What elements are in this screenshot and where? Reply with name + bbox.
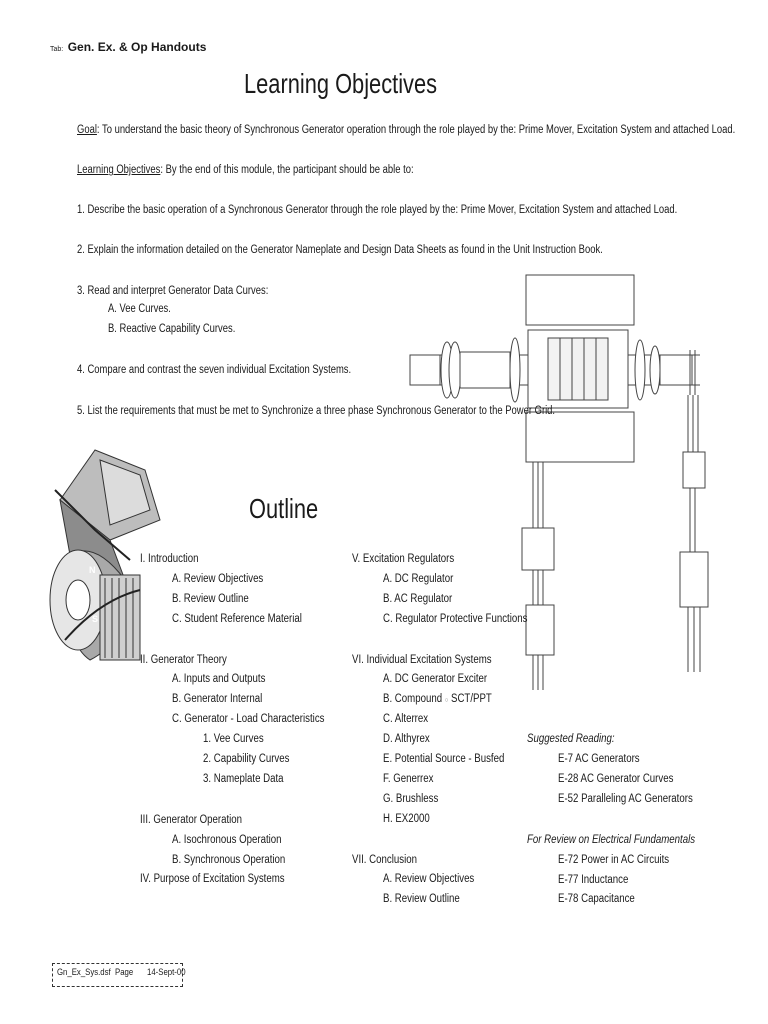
footer-file: Gn_Ex_Sys.dsf	[57, 967, 111, 978]
outline-item: 2. Capability Curves	[203, 753, 290, 765]
outline-title: Outline	[249, 493, 319, 524]
objectives-intro	[77, 164, 414, 176]
reading-item: E-28 AC Generator Curves	[558, 773, 674, 785]
outline-item: A. Inputs and Outputs	[172, 673, 266, 685]
outline-item: C. Regulator Protective Functions	[383, 613, 528, 625]
outline-item: B. Synchronous Operation	[172, 854, 286, 866]
outline-item: B. Generator Internal	[172, 693, 263, 705]
outline-item: G. Brushless	[383, 793, 439, 805]
outline-item: I. Introduction	[140, 553, 199, 565]
tab-label	[50, 38, 206, 56]
objective-subitem: B. Reactive Capability Curves.	[108, 323, 236, 335]
objective-item: 3. Read and interpret Generator Data Curves:	[77, 285, 269, 297]
page-title: Learning Objectives	[244, 68, 438, 99]
footer	[52, 963, 186, 987]
outline-item: C. Generator - Load Characteristics	[172, 713, 325, 725]
reading-item: E-78 Capacitance	[558, 893, 635, 905]
tab-prefix: Tab:	[50, 46, 64, 53]
outline-item-compound	[383, 693, 492, 705]
outline-item: VI. Individual Excitation Systems	[352, 654, 492, 666]
outline-item: D. Althyrex	[383, 733, 430, 745]
bullet-icon: ○	[444, 697, 449, 704]
outline-item: V. Excitation Regulators	[352, 553, 455, 565]
reading-item: E-52 Paralleling AC Generators	[558, 793, 693, 805]
outline-item: A. Isochronous Operation	[172, 834, 282, 846]
outline-item: II. Generator Theory	[140, 654, 227, 666]
objective-subitem: A. Vee Curves.	[108, 303, 171, 315]
tab-title: Gen. Ex. & Op Handouts	[67, 40, 207, 54]
outline-item: E. Potential Source - Busfed	[383, 753, 505, 765]
suggested-reading-title: Suggested Reading:	[527, 733, 615, 745]
goal-text: : To understand the basic theory of Synchronous Generator operation through the role played by the: Prime Mover, Excitation System and attached Load.	[96, 124, 736, 136]
compound-label: B. Compound	[383, 693, 443, 705]
outline-item: 1. Vee Curves	[203, 733, 264, 745]
goal-label: Goal	[77, 124, 97, 136]
objective-item: 4. Compare and contrast the seven individual Excitation Systems.	[77, 364, 352, 376]
outline-item: A. DC Generator Exciter	[383, 673, 488, 685]
outline-item: C. Student Reference Material	[172, 613, 302, 625]
footer-date: 14-Sept-00	[147, 967, 186, 978]
outline-item: H. EX2000	[383, 813, 430, 825]
objective-item: 5. List the requirements that must be met to Synchronize a three phase Synchronous Generator to the Power Grid.	[77, 405, 556, 417]
outline-item: VII. Conclusion	[352, 854, 417, 866]
outline-item: IV. Purpose of Excitation Systems	[140, 873, 285, 885]
outline-item: A. Review Objectives	[383, 873, 475, 885]
objectives-intro-label: Learning Objectives	[77, 164, 161, 176]
footer-page: Page	[115, 967, 134, 978]
outline-item: F. Generrex	[383, 773, 434, 785]
generator-drawing	[410, 275, 708, 690]
outline-item: A. DC Regulator	[383, 573, 454, 585]
objective-item: 1. Describe the basic operation of a Synchronous Generator through the role played by the: Prime Mover, Excitation System and attached Load.	[77, 204, 678, 216]
outline-item: B. AC Regulator	[383, 593, 453, 605]
outline-item: A. Review Objectives	[172, 573, 264, 585]
outline-item: B. Review Outline	[172, 593, 249, 605]
objectives-intro-text: : By the end of this module, the participant should be able to:	[160, 164, 414, 176]
goal-line	[77, 124, 735, 136]
reading-item: E-72 Power in AC Circuits	[558, 854, 670, 866]
reading-item: E-77 Inductance	[558, 874, 629, 886]
magnet-north-label: N	[89, 565, 96, 575]
objective-item: 2. Explain the information detailed on the Generator Nameplate and Design Data Sheets as found in the Unit Instruction Book.	[77, 244, 603, 256]
magnet-south-label: S	[92, 614, 99, 624]
outline-item: B. Review Outline	[383, 893, 460, 905]
outline-item: III. Generator Operation	[140, 814, 243, 826]
compound-sub-label: SCT/PPT	[451, 693, 492, 705]
outline-item: C. Alterrex	[383, 713, 429, 725]
review-title: For Review on Electrical Fundamentals	[527, 834, 696, 846]
reading-item: E-7 AC Generators	[558, 753, 640, 765]
outline-item: 3. Nameplate Data	[203, 773, 284, 785]
